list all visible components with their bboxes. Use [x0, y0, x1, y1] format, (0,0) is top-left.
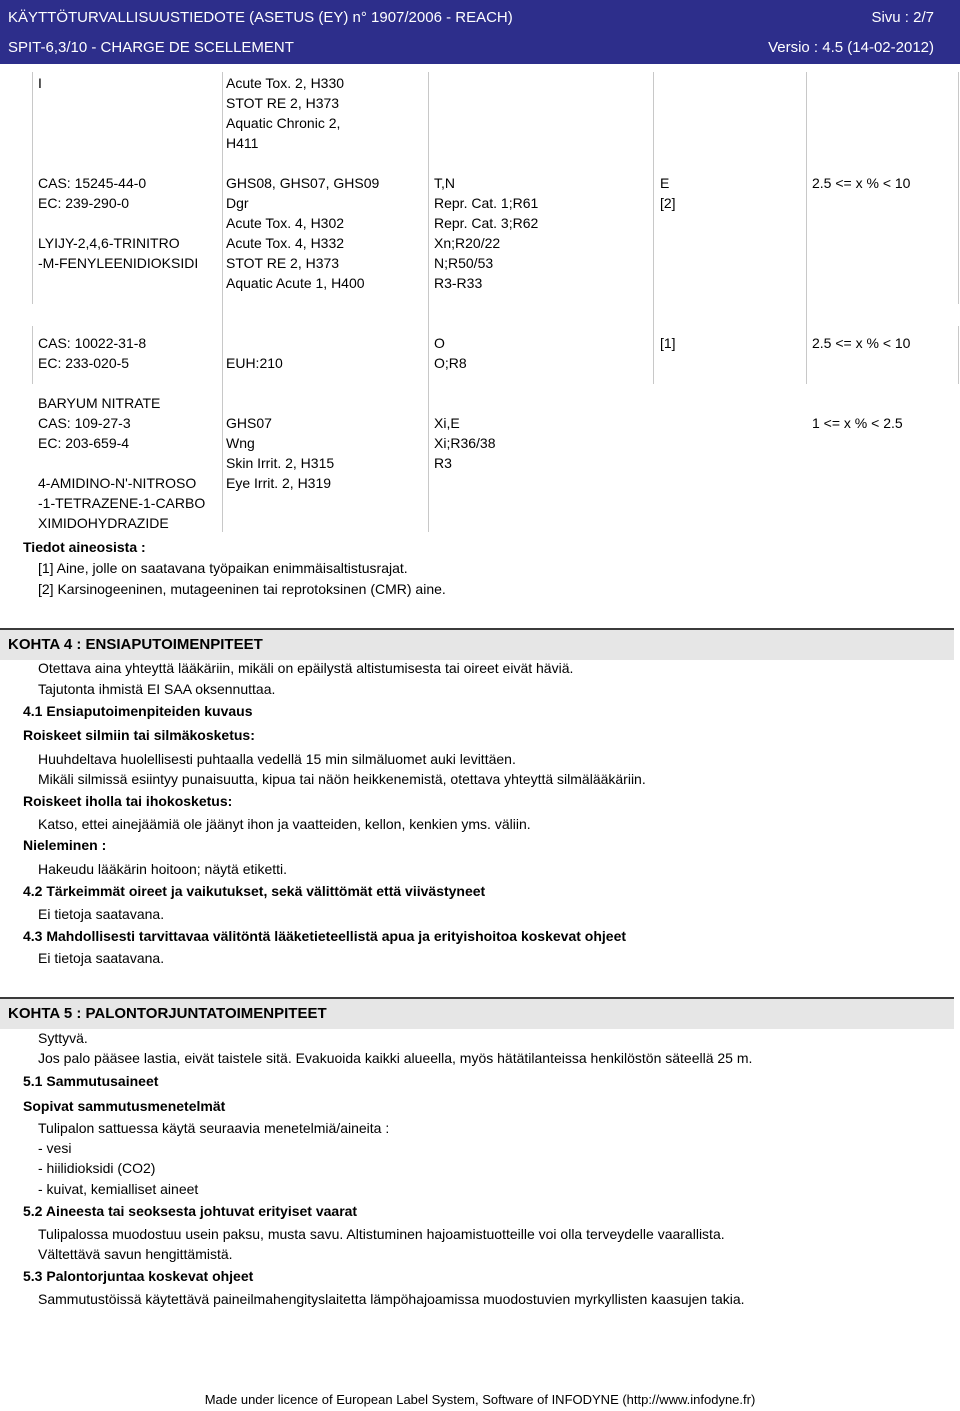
- page-number: Sivu : 2/7: [871, 9, 934, 26]
- section-4-heading: [0, 628, 954, 660]
- table-cell-substance: [38, 173, 198, 273]
- cell-line: Repr. Cat. 1;R61: [434, 195, 539, 211]
- cell-line: EC: 239-290-0: [38, 195, 130, 211]
- cell-line: -1-TETRAZENE-1-CARBO: [38, 495, 206, 511]
- column-divider: [222, 72, 223, 532]
- cell-line: LYIJY-2,4,6-TRINITRO: [38, 235, 180, 251]
- subsection-4-2-text: Ei tietoja saatavana.: [38, 906, 165, 922]
- cell-line: Acute Tox. 4, H302: [226, 215, 345, 231]
- subsection-5-3-text: Sammutustöissä käytettävä paineilmahengityslaitetta lämpöhajoamissa muodostuvien myrkyllisten kaasujen takia.: [38, 1291, 745, 1307]
- cell-line: -M-FENYLEENIDIOKSIDI: [38, 255, 199, 271]
- table-cell-dsd: [434, 333, 467, 373]
- info-label: Tiedot aineosista :: [23, 539, 146, 555]
- cell-line: Xi,E: [434, 415, 460, 431]
- section-5-intro-1: Syttyvä.: [38, 1030, 88, 1046]
- cell-line: Aquatic Chronic 2,: [226, 115, 341, 131]
- cell-line: STOT RE 2, H373: [226, 255, 340, 271]
- product-name: SPIT-6,3/10 - CHARGE DE SCELLEMENT: [8, 39, 294, 56]
- cell-line: Skin Irrit. 2, H315: [226, 455, 335, 471]
- cell-line: N;R50/53: [434, 255, 494, 271]
- table-cell-dsd: [434, 413, 495, 473]
- cell-line: EC: 233-020-5: [38, 355, 130, 371]
- info-note-1: [1] Aine, jolle on saatavana työpaikan enimmäisaltistusrajat.: [38, 560, 408, 576]
- skin-contact-text: Katso, ettei ainejäämiä ole jäänyt ihon ja vaatteiden, kellon, kenkien yms. väliin.: [38, 816, 531, 832]
- cell-line: [1]: [660, 335, 676, 351]
- cell-line: T,N: [434, 175, 455, 191]
- column-divider: [653, 72, 654, 384]
- cell-line: EC: 203-659-4: [38, 435, 130, 451]
- info-note-2: [2] Karsinogeeninen, mutageeninen tai reprotoksinen (CMR) aine.: [38, 581, 446, 597]
- table-cell-clp: [226, 333, 283, 373]
- subsection-4-1-title: 4.1 Ensiaputoimenpiteiden kuvaus: [23, 703, 253, 719]
- cell-line: [2]: [660, 195, 676, 211]
- section-4-intro-1: Otettava aina yhteyttä lääkäriin, mikäli on epäilystä altistumisesta tai oireet eivät häviä.: [38, 660, 574, 676]
- cell-line: O;R8: [434, 355, 467, 371]
- table-cell-note: [660, 333, 676, 353]
- cell-line: Aquatic Acute 1, H400: [226, 275, 365, 291]
- cell-line: Eye Irrit. 2, H319: [226, 475, 332, 491]
- cell-line: 2.5 <= x % < 10: [812, 335, 911, 351]
- table-cell-concentration: [812, 173, 910, 193]
- subsection-5-1-title: 5.1 Sammutusaineet: [23, 1073, 159, 1089]
- cell-line: [38, 213, 198, 233]
- subsection-5-2-title: 5.2 Aineesta tai seoksesta johtuvat erityiset vaarat: [23, 1203, 358, 1219]
- eye-contact-text-1: Huuhdeltava huolellisesti puhtaalla vedellä 15 min silmäluomet auki levittäen.: [38, 751, 516, 767]
- table-cell-concentration: [812, 413, 903, 433]
- table-cell-clp: [226, 413, 334, 493]
- table-cell-concentration: [812, 333, 910, 353]
- cell-line: E: [660, 175, 670, 191]
- list-item: - kuivat, kemialliset aineet: [38, 1181, 199, 1197]
- cell-line: [38, 373, 160, 393]
- table-cell-note: [660, 173, 676, 213]
- suitable-media-text: Tulipalon sattuessa käytä seuraavia menetelmiä/aineita :: [38, 1120, 390, 1136]
- cell-line: 1 <= x % < 2.5: [812, 415, 903, 431]
- cell-line: Repr. Cat. 3;R62: [434, 215, 539, 231]
- eye-contact-text-2: Mikäli silmissä esiintyy punaisuutta, kipua tai näön heikkenemistä, otettava yhteyttä silmälääkäriin.: [38, 771, 646, 787]
- list-item: - hiilidioksidi (CO2): [38, 1160, 156, 1176]
- column-divider: [958, 326, 959, 384]
- cell-line: O: [434, 335, 445, 351]
- section-5-intro-2: Jos palo pääsee lastia, eivät taistele sitä. Evakuoida kaikki alueella, myös hätätilanteissa henkilöstön säteellä 25 m.: [38, 1050, 753, 1066]
- subsection-4-2-title: 4.2 Tärkeimmät oireet ja vaikutukset, sekä välittömät että viivästyneet: [23, 883, 486, 899]
- cell-line: [38, 453, 205, 473]
- cell-line: STOT RE 2, H373: [226, 95, 340, 111]
- section-4-title: KOHTA 4 : ENSIAPUTOIMENPITEET: [8, 636, 263, 653]
- eye-contact-label: Roiskeet silmiin tai silmäkosketus:: [23, 727, 255, 743]
- cell-line: 4-AMIDINO-N'-NITROSO: [38, 475, 197, 491]
- section-5-heading: [0, 997, 954, 1029]
- suitable-media-label: Sopivat sammutusmenetelmät: [23, 1098, 226, 1114]
- column-divider: [428, 72, 429, 532]
- column-divider: [32, 72, 33, 304]
- cell-line: EUH:210: [226, 355, 283, 371]
- cell-line: GHS07: [226, 415, 272, 431]
- section-4-intro-2: Tajutonta ihmistä EI SAA oksennuttaa.: [38, 681, 276, 697]
- version-info: Versio : 4.5 (14-02-2012): [768, 39, 934, 56]
- cell-line: Acute Tox. 4, H332: [226, 235, 345, 251]
- cell-line: BARYUM NITRATE: [38, 395, 161, 411]
- ingestion-text: Hakeudu lääkärin hoitoon; näytä etiketti.: [38, 861, 288, 877]
- cell-line: [226, 333, 283, 353]
- cell-line: CAS: 10022-31-8: [38, 335, 147, 351]
- table-cell-substance: [38, 333, 160, 413]
- section-5-title: KOHTA 5 : PALONTORJUNTATOIMENPITEET: [8, 1005, 327, 1022]
- cell-line: H411: [226, 135, 259, 151]
- cell-line: Xi;R36/38: [434, 435, 496, 451]
- subsection-5-2-text-1: Tulipalossa muodostuu usein paksu, musta savu. Altistuminen hajoamistuotteille voi olla terveydelle vaarallista.: [38, 1226, 725, 1242]
- column-divider: [32, 326, 33, 384]
- cell-line: XIMIDOHYDRAZIDE: [38, 515, 169, 531]
- table-cell-dsd: [434, 173, 538, 293]
- cell-line: Dgr: [226, 195, 249, 211]
- cell-line: CAS: 109-27-3: [38, 415, 131, 431]
- skin-contact-label: Roiskeet iholla tai ihokosketus:: [23, 793, 233, 809]
- list-item: - vesi: [38, 1140, 72, 1156]
- footer-text: Made under licence of European Label System, Software of INFODYNE (http://www.infodyne.fr): [204, 1392, 756, 1407]
- table-cell-clp: [226, 173, 379, 293]
- table-cell-substance: [38, 73, 42, 93]
- cell-line: R3: [434, 455, 452, 471]
- table-cell-clp: [226, 73, 344, 153]
- ingestion-label: Nieleminen :: [23, 837, 107, 853]
- subsection-5-2-text-2: Vältettävä savun hengittämistä.: [38, 1246, 233, 1262]
- subsection-4-3-text: Ei tietoja saatavana.: [38, 950, 165, 966]
- cell-line: R3-R33: [434, 275, 483, 291]
- cell-line: Xn;R20/22: [434, 235, 501, 251]
- cell-line: Wng: [226, 435, 255, 451]
- cell-line: I: [38, 75, 42, 91]
- document-title: KÄYTTÖTURVALLISUUSTIEDOTE (ASETUS (EY) n° 1907/2006 - REACH): [8, 9, 513, 26]
- subsection-5-3-title: 5.3 Palontorjuntaa koskevat ohjeet: [23, 1268, 254, 1284]
- cell-line: CAS: 15245-44-0: [38, 175, 147, 191]
- footer-licence: [0, 1392, 960, 1407]
- column-divider: [806, 72, 807, 384]
- column-divider: [958, 72, 959, 304]
- cell-line: GHS08, GHS07, GHS09: [226, 175, 380, 191]
- cell-line: Acute Tox. 2, H330: [226, 75, 345, 91]
- table-cell-substance: [38, 413, 205, 533]
- document-header: [0, 0, 960, 64]
- cell-line: 2.5 <= x % < 10: [812, 175, 911, 191]
- subsection-4-3-title: 4.3 Mahdollisesti tarvittavaa välitöntä lääketieteellistä apua ja erityishoitoa koskevat ohjeet: [23, 928, 627, 944]
